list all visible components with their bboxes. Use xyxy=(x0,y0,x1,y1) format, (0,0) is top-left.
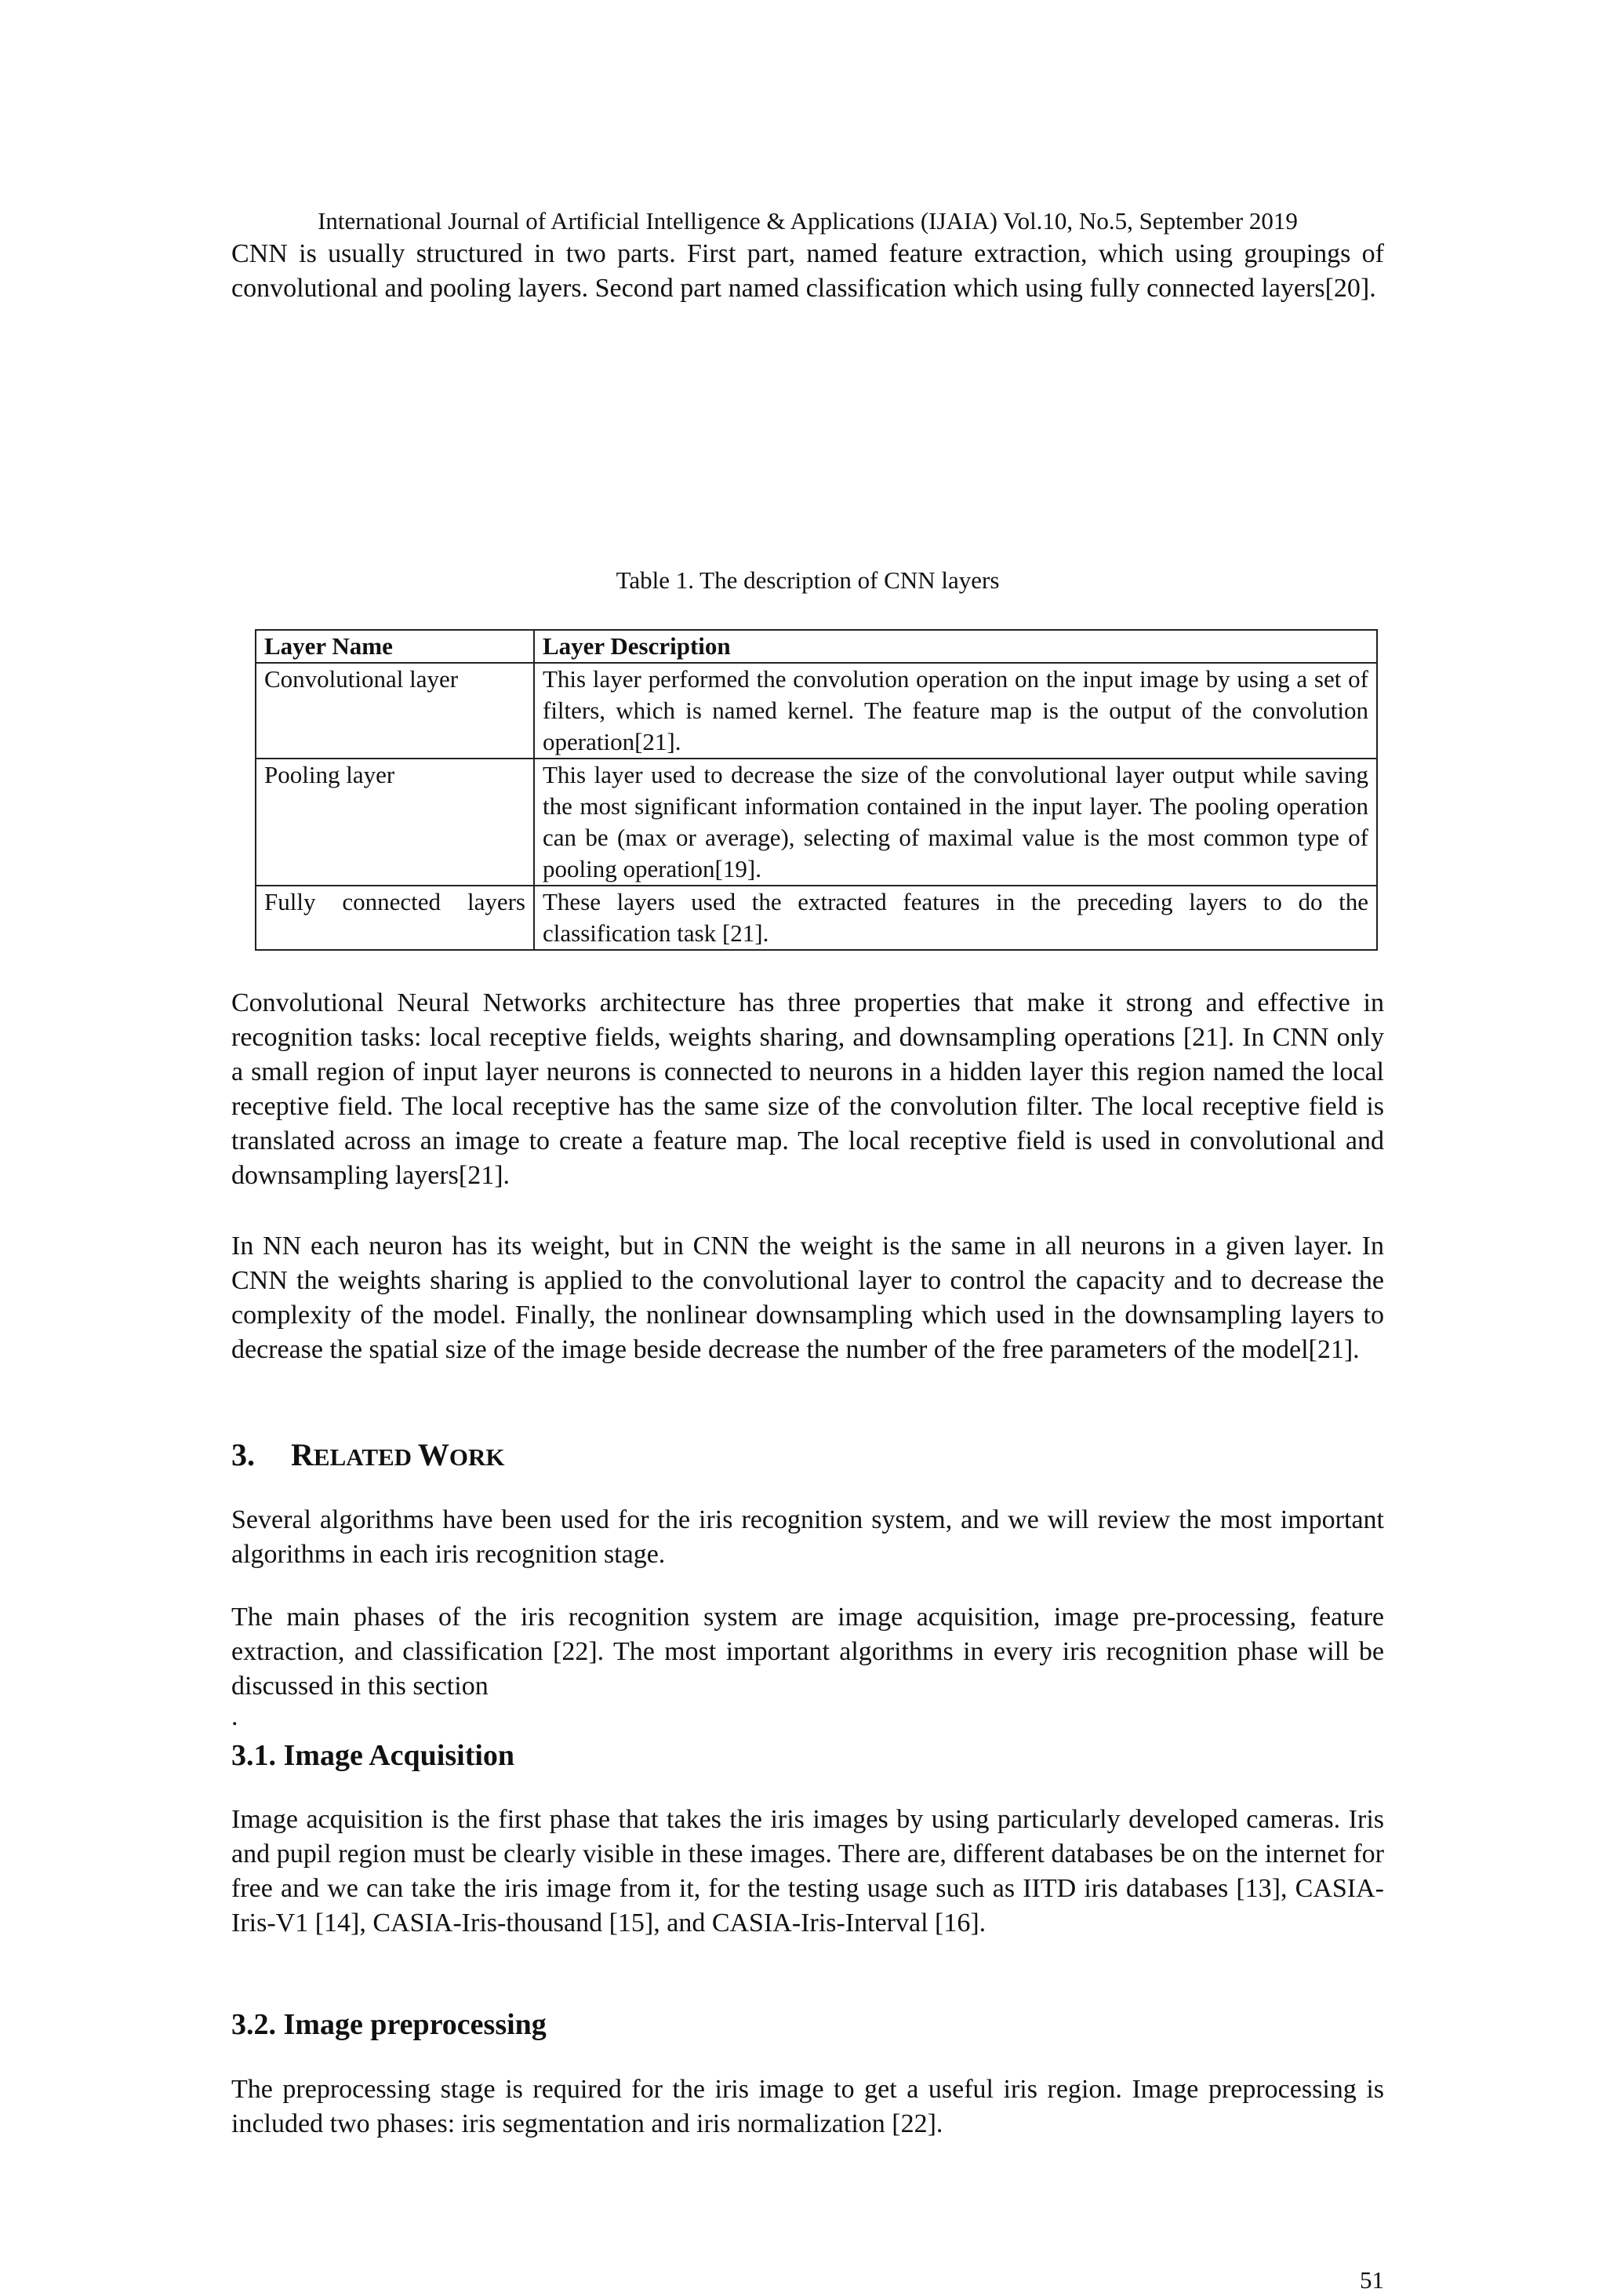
table-row xyxy=(256,759,1377,886)
intro-paragraph: CNN is usually structured in two parts. First part, named feature extraction, which using groupings of convolutional and pooling layers. Second part named classification which using fully connected layers[20]. xyxy=(231,239,1384,303)
running-head: International Journal of Artificial Intelligence & Applications (IJAIA) Vol.10, No.5, September 2019 xyxy=(318,207,1298,235)
section-title-cap: R xyxy=(291,1437,314,1472)
preprocessing-paragraph: The preprocessing stage is required for the iris image to get a useful iris region. Image preprocessing is included two phases: iris segmentation and iris normalization [22]. xyxy=(231,2075,1384,2138)
section-title-cap: W xyxy=(417,1437,449,1472)
layer-name-cell: Fully connected layers xyxy=(256,886,534,950)
layer-name-cell: Convolutional layer xyxy=(256,663,534,759)
table-caption: Table 1. The description of CNN layers xyxy=(616,566,1000,594)
layer-description-cell: This layer performed the convolution operation on the input image by using a set of filters, which is named kernel. The feature map is the output of the convolution operation[21]. xyxy=(534,663,1377,759)
table-row xyxy=(256,663,1377,759)
table-header-cell: Layer Description xyxy=(534,630,1377,663)
section-title-small-caps: ORK xyxy=(449,1443,505,1471)
layer-description-cell: These layers used the extracted features in the preceding layers to do the classification task [21]. xyxy=(534,886,1377,950)
weights-paragraph: In NN each neuron has its weight, but in CNN the weight is the same in all neurons in a given layer. In CNN the weights sharing is applied to the convolutional layer to control the capacity and to decrease the complexity of the model. Finally, the nonlinear downsampling which used in the downsampling layers to decrease the spatial size of the image beside decrease the number of the free parameters of the model[21]. xyxy=(231,1232,1384,1364)
stray-period: . xyxy=(231,1702,238,1731)
section-heading-related-work xyxy=(231,1433,504,1479)
table-header-cell: Layer Name xyxy=(256,630,534,663)
section-number: 3. xyxy=(231,1437,255,1472)
table-row xyxy=(256,886,1377,950)
subsection-heading-acquisition: 3.1. Image Acquisition xyxy=(231,1739,515,1772)
layer-name-cell: Pooling layer xyxy=(256,759,534,886)
cnn-layers-table xyxy=(255,629,1378,951)
section-title-small-caps: ELATED xyxy=(313,1443,418,1471)
subsection-heading-preprocessing: 3.2. Image preprocessing xyxy=(231,2008,547,2041)
layer-description-cell: This layer used to decrease the size of the convolutional layer output while saving the most significant information contained in the input layer. The pooling operation can be (max or average), selecting of maximal value is the most common type of pooling operation[19]. xyxy=(534,759,1377,886)
related-paragraph-1: Several algorithms have been used for the iris recognition system, and we will review the most important algorithms in each iris recognition stage. xyxy=(231,1505,1384,1569)
related-paragraph-2: The main phases of the iris recognition system are image acquisition, image pre-processing, feature extraction, and classification [22]. The most important algorithms in every iris recognition phase will be discussed in this section xyxy=(231,1603,1384,1701)
page-number: 51 xyxy=(1360,2266,1384,2294)
table-header-row xyxy=(256,630,1377,663)
acquisition-paragraph: Image acquisition is the first phase that takes the iris images by using particularly developed cameras. Iris and pupil region must be clearly visible in these images. There are, different databases be on the internet for free and we can take the iris image from it, for the testing usage such as IITD iris databases [13], CASIA-Iris-V1 [14], CASIA-Iris-thousand [15], and CASIA-Iris-Interval [16]. xyxy=(231,1805,1384,1938)
properties-paragraph: Convolutional Neural Networks architecture has three properties that make it strong and effective in recognition tasks: local receptive fields, weights sharing, and downsampling operations [21]. In CNN only a small region of input layer neurons is connected to neurons in a hidden layer this region named the local receptive field. The local receptive has the same size of the convolution filter. The local receptive field is translated across an image to create a feature map. The local receptive field is used in convolutional and downsampling layers[21]. xyxy=(231,988,1384,1190)
